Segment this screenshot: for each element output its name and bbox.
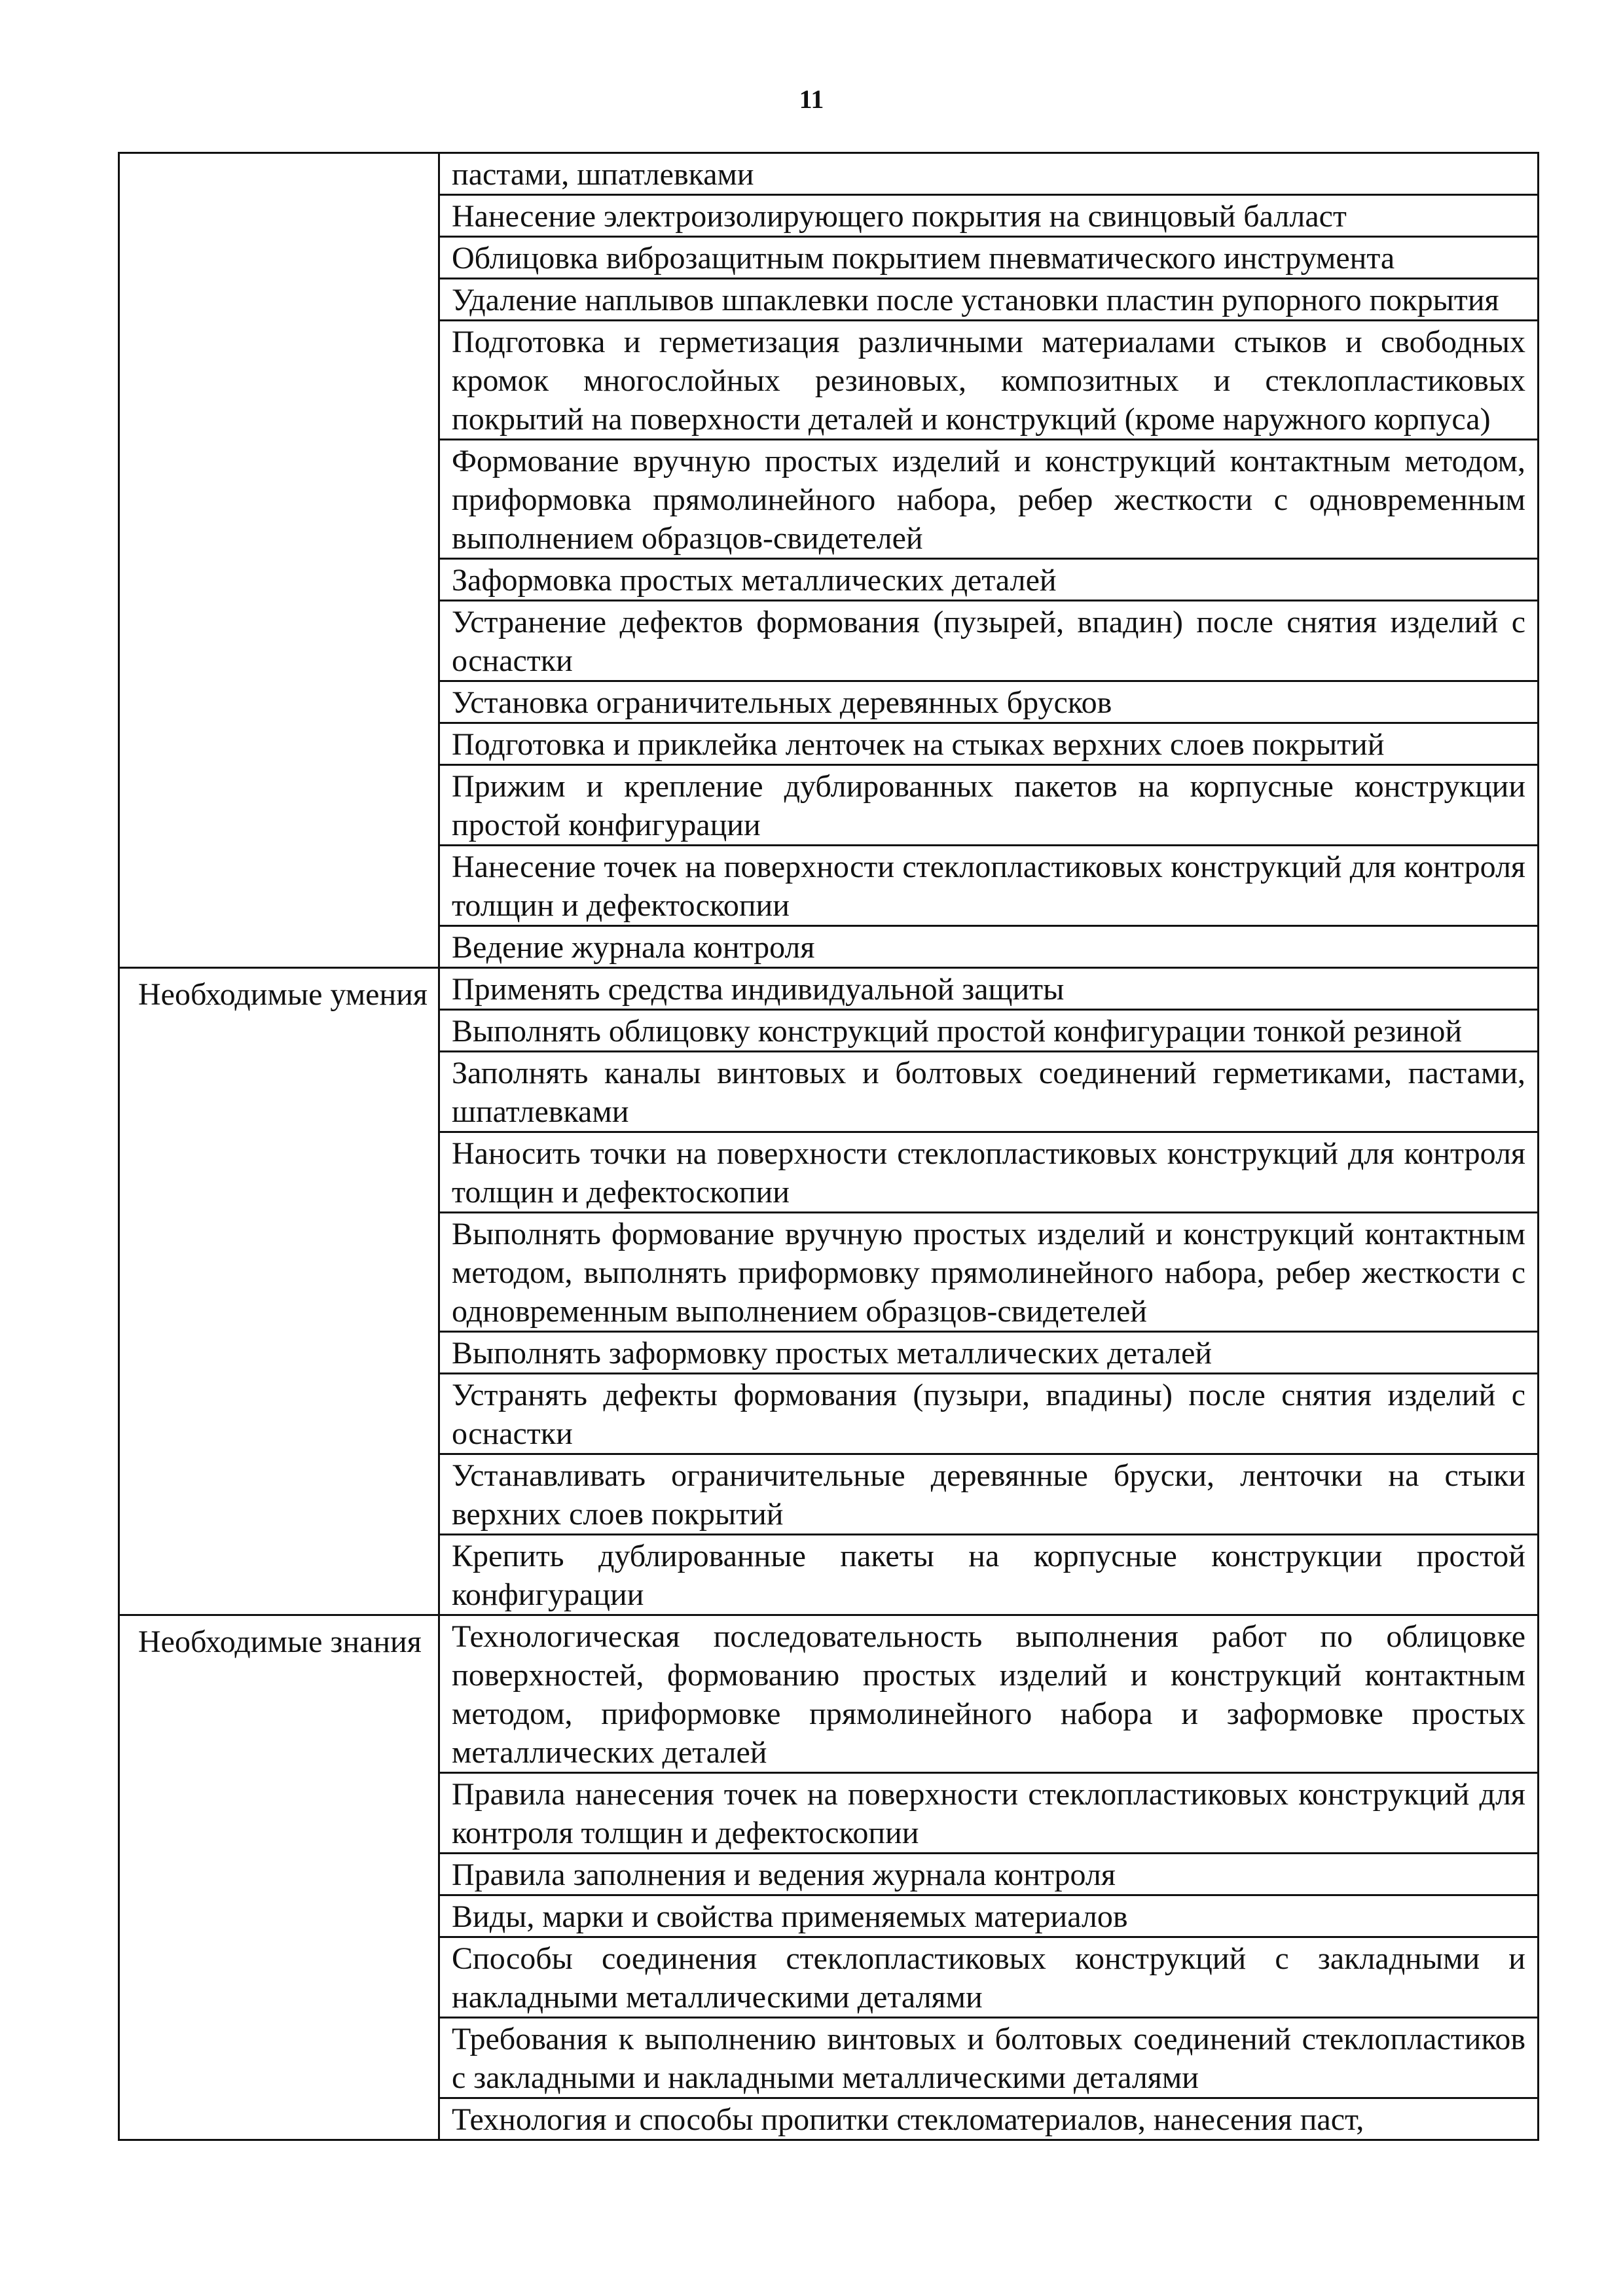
- qualification-table: [118, 152, 1539, 2141]
- list-item: Заполнять каналы винтовых и болтовых соединений герметиками, пастами, шпатлевками: [440, 1050, 1537, 1131]
- list-item: Удаление наплывов шпаклевки после установки пластин рупорного покрытия: [440, 278, 1537, 319]
- table-row-labor-actions: [119, 153, 1539, 968]
- list-item: Подготовка и герметизация различными материалами стыков и свободных кромок многослойных резиновых, композитных и стеклопластиковых покрытий на поверхности деталей и конструкций (кроме наружного корпуса): [440, 319, 1537, 439]
- list-item: Крепить дублированные пакеты на корпусные конструкции простой конфигурации: [440, 1534, 1537, 1614]
- list-item: Нанесение точек на поверхности стеклопластиковых конструкций для контроля толщин и дефектоскопии: [440, 844, 1537, 925]
- list-item: Формование вручную простых изделий и конструкций контактным методом, приформовка прямолинейного набора, ребер жесткости с одновременным выполнением образцов-свидетелей: [440, 439, 1537, 558]
- list-item: Наносить точки на поверхности стеклопластиковых конструкций для контроля толщин и дефектоскопии: [440, 1131, 1537, 1211]
- row-label: Необходимые знания: [138, 1624, 422, 1659]
- list-item: Требования к выполнению винтовых и болтовых соединений стеклопластиков с закладными и накладными металлическими деталями: [440, 2017, 1537, 2097]
- table-row-knowledge: [119, 1615, 1539, 2140]
- list-item: Подготовка и приклейка ленточек на стыках верхних слоев покрытий: [440, 722, 1537, 764]
- list-item: Правила заполнения и ведения журнала контроля: [440, 1852, 1537, 1894]
- list-item: Устранять дефекты формования (пузыри, впадины) после снятия изделий с оснастки: [440, 1372, 1537, 1453]
- list-item: Правила нанесения точек на поверхности стеклопластиковых конструкций для контроля толщин и дефектоскопии: [440, 1772, 1537, 1852]
- list-item: Выполнять формование вручную простых изделий и конструкций контактным методом, выполнять приформовку прямолинейного набора, ребер жесткости с одновременным выполнением образцов-свидетелей: [440, 1211, 1537, 1331]
- list-item: Ведение журнала контроля: [440, 925, 1537, 967]
- table-row-skills: [119, 968, 1539, 1615]
- list-item: пастами, шпатлевками: [452, 157, 754, 192]
- list-item: Технологическая последовательность выполнения работ по облицовке поверхностей, формованию простых изделий и конструкций контактным методом, приформовке прямолинейного набора и заформовке простых металлических деталей: [452, 1619, 1525, 1770]
- list-item: Выполнять облицовку конструкций простой конфигурации тонкой резиной: [440, 1009, 1537, 1050]
- list-item: Выполнять заформовку простых металлических деталей: [440, 1331, 1537, 1372]
- list-item: Технология и способы пропитки стекломатериалов, нанесения паст,: [440, 2097, 1537, 2139]
- row-label-cell: [119, 968, 439, 1615]
- page-number: 11: [799, 84, 824, 114]
- list-item: Заформовка простых металлических деталей: [440, 558, 1537, 600]
- row-label: Необходимые умения: [138, 977, 428, 1012]
- list-item: Применять средства индивидуальной защиты: [452, 972, 1065, 1007]
- row-label: [120, 154, 438, 160]
- list-item: Нанесение электроизолирующего покрытия на свинцовый балласт: [440, 194, 1537, 236]
- list-item: Устранение дефектов формования (пузырей, впадин) после снятия изделий с оснастки: [440, 600, 1537, 680]
- row-content-cell: [439, 1615, 1539, 2140]
- list-item: Прижим и крепление дублированных пакетов на корпусные конструкции простой конфигурации: [440, 764, 1537, 844]
- row-label-cell: [119, 153, 439, 968]
- list-item: Установка ограничительных деревянных брусков: [440, 680, 1537, 722]
- list-item: Устанавливать ограничительные деревянные бруски, ленточки на стыки верхних слоев покрытий: [440, 1453, 1537, 1534]
- row-label-cell: [119, 1615, 439, 2140]
- row-content-cell: [439, 968, 1539, 1615]
- list-item: Способы соединения стеклопластиковых конструкций с закладными и накладными металлическими деталями: [440, 1936, 1537, 2017]
- row-content-cell: [439, 153, 1539, 968]
- list-item: Виды, марки и свойства применяемых материалов: [440, 1894, 1537, 1936]
- list-item: Облицовка виброзащитным покрытием пневматического инструмента: [440, 236, 1537, 278]
